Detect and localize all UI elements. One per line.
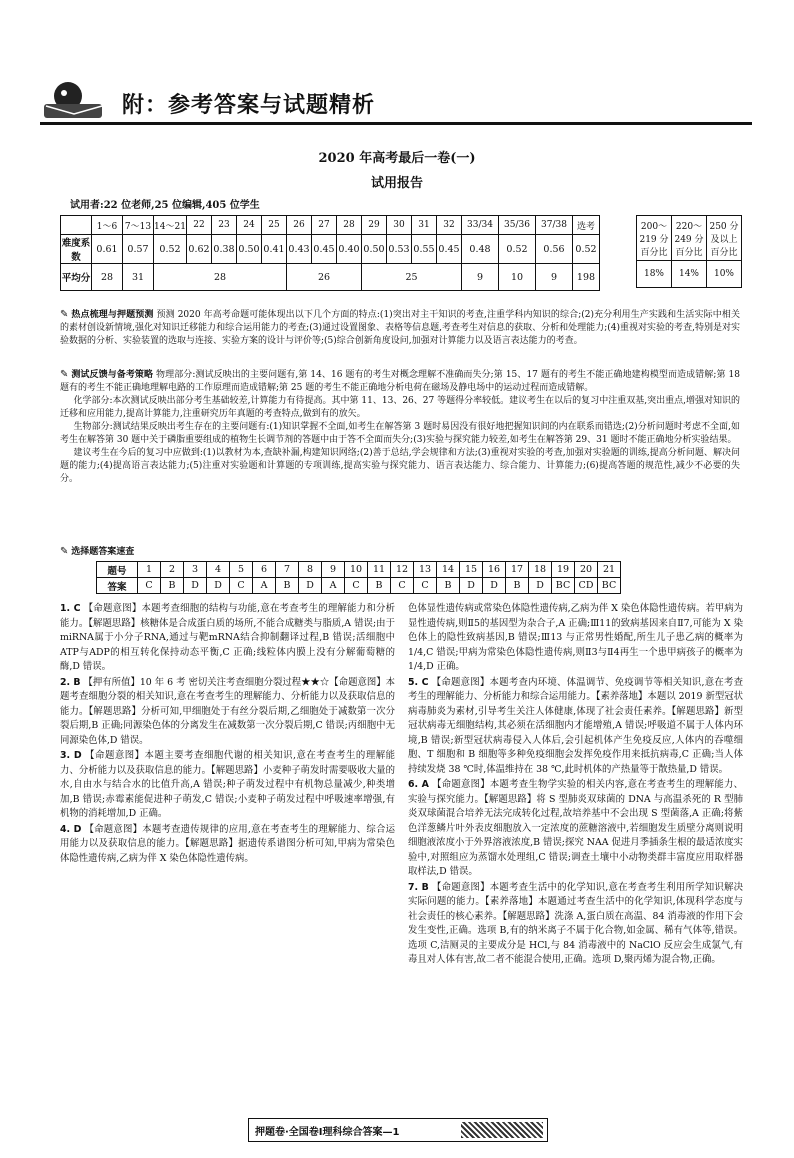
answer-number: 1 [138,562,161,578]
feedback-section [60,368,740,486]
feedback-label: 测试反馈与备考策略 [71,370,154,380]
feedback-chemistry: 化学部分:本次测试反映出部分考生基础较差,计算能力有待提高。其中第 11、13、26、27 等题得分率较低。建议考生在以后的复习中注重双基,突出重点,增强对知识的迁移和应用能力,提高计算能力,注重研究历年真题的考查特点,做到有的放矢。 [60,396,740,419]
item-text: 【命题意图】本题考查生活中的化学知识,意在考查考生利用所学知识解决实际问题的能力。【素养落地】本题通过考查生活中的化学知识,体现科学态度与社会责任的核心素养。【解题思路】洗涤 A,蛋白质在高温、84 消毒液的作用下会发生变性,正确。选项 B,有的纳米离子不属于化合物,如金属、稀有气体等,错误。选项 C,洁厕灵的主要成分是 HCl,与 84 消毒液中的 NaClO 反应会生成氯气,有毒且对人体有害,故二者不能混合使用,正确。选项 D,聚丙烯为混合物,正确。 [408,881,743,965]
table-cell: 0.38 [212,235,237,264]
table-cell: 9 [536,264,573,291]
item-number: 6. A [408,779,429,790]
table-cell: 0.52 [154,235,187,264]
score-distribution-box [636,215,742,288]
item-number: 4. D [60,823,82,835]
item-text: 【押有所值】10 年 6 考 密切关注考查细胞分裂过程★★☆【命题意图】本题考查细胞分裂的相关知识,意在考查考生的理解能力、分析能力以及获取信息的能力。【解题思路】分析可知,甲细胞处于有丝分裂后期,乙细胞处于减数第一次分裂后期,B 正确;同源染色体的分离发生在减数第一次分裂后期,C 错误;丙细胞中无同源染色体,D 错误。 [60,676,395,746]
answers-row-label: 题号 [97,562,138,578]
answer-value: D [207,578,230,594]
pen-icon: ✎ [60,369,69,380]
answer-number: 17 [506,562,529,578]
answer-value: B [368,578,391,594]
exam-title: 2020 年高考最后一卷(一) [318,151,476,166]
explanation-item [60,676,395,749]
answer-value: D [299,578,322,594]
report-table [60,215,600,291]
row-label: 平均分 [61,264,92,291]
answer-value: C [345,578,368,594]
table-cell: 0.43 [287,235,312,264]
explanations-right-column [408,602,743,969]
col-header: 7～13 [123,216,154,235]
explanation-item [60,823,395,867]
item-text: 色体显性遗传病或常染色体隐性遗传病,乙病为伴 X 染色体隐性遗传病。若甲病为显性遗传病,则Ⅱ5的基因型为杂合子,A 正确;Ⅲ11的致病基因来自Ⅱ7,可能为 X 染色体上的隐性致病基因,B 错误;Ⅲ13 与正常男性婚配,所生儿子患乙病的概率为 1/4,C 错误;甲病为常染色体隐性遗传病,则Ⅱ3与Ⅱ4再生一个患甲病孩子的概率为 1/4,D 正确。 [408,603,743,672]
col-header: 30 [387,216,412,235]
table-cell: 0.40 [337,235,362,264]
row-label: 难度系数 [61,235,92,264]
col-header: 35/36 [499,216,536,235]
col-header: 32 [437,216,462,235]
col-header: 选考 [573,216,600,235]
answer-value: B [161,578,184,594]
pen-icon: ✎ [60,309,69,320]
report-header-row [61,216,600,235]
col-header: 22 [187,216,212,235]
average-row [61,264,600,291]
dist-header: 220～249 分百分比 [672,216,707,261]
item-text: 【命题意图】本题主要考查细胞代谢的相关知识,意在考查考生的理解能力、分析能力以及获取信息的能力。【解题思路】小麦种子萌发时需要吸收大量的水,自由水与结合水的比值升高,A 错误;种子萌发过程中有机物总量减少,种类增加,B 错误;赤霉素能促进种子萌发,C 错误;小麦种子萌发过程中呼吸速率增强,有机物的消耗增加,D 正确。 [60,750,395,819]
answer-number: 12 [391,562,414,578]
item-number: 2. B [60,676,81,688]
answer-number: 13 [414,562,437,578]
page-footer [248,1118,548,1142]
answer-number: 8 [299,562,322,578]
item-text: 【命题意图】本题考查生物学实验的相关内容,意在考查考生的理解能力、实验与探究能力。【解题思路】将 S 型肺炎双球菌的 DNA 与高温杀死的 R 型肺炎双球菌混合培养无法完成转化过程,故培养基中不会出现 S 型菌落,A 正确;将紫色洋葱鳞片叶外表皮细胞放入一定浓度的蔗糖溶液中,若细胞发生质壁分离则说明细胞液浓度小于外界溶液浓度,B 错误;探究 NAA 促进月季插条生根的最适浓度实验中,对照组应为蒸馏水处理组,C 错误;调查土壤中小动物类群丰富度应用取样器取样法,D 错误。 [408,779,744,877]
users-line: 试用者:22 位老师,25 位编辑,405 位学生 [70,200,260,211]
answers-number-row [97,562,621,578]
table-cell: 9 [462,264,499,291]
col-header: 14～21 [154,216,187,235]
hot-topic-text: 预测 2020 年高考命题可能体现出以下几个方面的特点:(1)突出对主干知识的考查,注重学科内知识的综合;(2)充分利用生产实践和生活实际中相关的素材创设新情境,强化对知识迁移能力和综合运用能力的考查;(3)通过设置图象、表格等信息题,考查考生对信息的获取、分析和处理能力;(4)重视对实验的考查,特别是对实验数据的分析、实验装置的选取与连接、实验方案的设计与评价等;(5)综合创新角度设问,加强对计算能力以及语言表达能力的考查。 [60,310,740,346]
answer-value: B [276,578,299,594]
answer-number: 15 [460,562,483,578]
table-cell: 0.48 [462,235,499,264]
dist-value: 10% [707,261,742,288]
answers-heading [60,545,740,559]
answer-number: 11 [368,562,391,578]
header-rule [40,122,752,125]
dist-header: 200～219 分百分比 [637,216,672,261]
col-header: 1～6 [92,216,123,235]
col-header: 33/34 [462,216,499,235]
explanation-item [60,602,395,675]
table-cell: 0.52 [573,235,600,264]
answer-value: BC [598,578,621,594]
explanation-item [408,881,743,968]
difficulty-row [61,235,600,264]
footer-text: 押题卷·全国卷Ⅰ理科综合答案—1 [255,1127,400,1138]
table-cell: 198 [573,264,600,291]
hot-topic-section [60,308,740,348]
table-cell: 28 [154,264,287,291]
answer-value: CD [575,578,598,594]
item-text: 【命题意图】本题考查遗传规律的应用,意在考查考生的理解能力、综合运用能力以及获取信息的能力。【解题思路】据遗传系谱图分析可知,甲病为常染色体隐性遗传病,乙病为伴 X 染色体隐性遗传病。 [60,823,396,864]
table-cell: 10 [499,264,536,291]
col-header: 24 [237,216,262,235]
col-header: 31 [412,216,437,235]
table-cell: 0.50 [362,235,387,264]
item-number: 5. C [408,676,429,688]
table-cell: 0.50 [237,235,262,264]
reader-logo-icon [40,74,110,122]
feedback-physics: 物理部分:测试反映出的主要问题有,第 14、16 题有的考生对概念理解不准确而失分;第 15、17 题有的考生不能正确地建构模型而造成错解;第 18 题有的考生不能正确地理解电路的工作原理而造成错解;第 25 题的考生不能正确地分析电荷在磁场及静电场中的运动过程而造成错解。 [60,370,740,393]
table-cell: 0.55 [412,235,437,264]
answer-number: 14 [437,562,460,578]
col-header: 23 [212,216,237,235]
col-header: 29 [362,216,387,235]
table-cell: 0.56 [536,235,573,264]
item-text: 【命题意图】本题考查细胞的结构与功能,意在考查考生的理解能力和分析能力。【解题思路】核糖体是合成蛋白质的场所,不能合成糖类与脂质,A 错误;由于miRNA属于小分子RNA,通过与靶mRNA结合抑制翻译过程,B 错误;活细胞中ATP与ADP的相互转化保持动态平衡,C 正确;线粒体内膜上没有分解葡萄糖的酶,D 错误。 [60,603,396,672]
table-cell: 0.45 [312,235,337,264]
feedback-suggestions: 建议考生在今后的复习中应做到:(1)以教材为本,查缺补漏,构建知识网络;(2)善于总结,学会规律和方法;(3)重视对实验的考查,加强对实验题的训练,提高分析问题、解决问题的能力;(4)提高语言表达能力;(5)注重对实验题和计算题的专项训练,提高实验与探究能力、语言表达能力、综合能力、计算能力;(6)提高答题的规范性,减少不必要的失分。 [60,448,740,484]
answer-number: 9 [322,562,345,578]
answer-number: 6 [253,562,276,578]
answer-number: 5 [230,562,253,578]
report-title: 试用报告 [370,176,423,191]
answer-value: D [460,578,483,594]
explanation-item [60,749,395,822]
explanations-left-column [60,602,395,867]
answer-number: 3 [184,562,207,578]
answers-label: 选择题答案速查 [71,547,135,557]
table-cell: 31 [123,264,154,291]
explanation-item [408,676,743,778]
answer-value: C [414,578,437,594]
answer-number: 16 [483,562,506,578]
answers-table [96,561,621,594]
answer-value: D [184,578,207,594]
answer-number: 7 [276,562,299,578]
table-cell: 0.41 [262,235,287,264]
explanation-item [408,602,743,675]
answer-value: C [230,578,253,594]
answer-number: 2 [161,562,184,578]
dist-value: 14% [672,261,707,288]
dist-value: 18% [637,261,672,288]
answer-number: 20 [575,562,598,578]
answer-value: B [437,578,460,594]
col-header: 26 [287,216,312,235]
answers-value-row [97,578,621,594]
answer-value: C [138,578,161,594]
answer-number: 21 [598,562,621,578]
table-cell: 0.53 [387,235,412,264]
col-header: 28 [337,216,362,235]
table-cell: 25 [362,264,462,291]
answer-number: 18 [529,562,552,578]
answer-value: B [506,578,529,594]
hot-topic-label: 热点梳理与押题预测 [71,310,154,320]
header-title: 附：参考答案与试题精析 [122,93,376,118]
table-cell: 0.45 [437,235,462,264]
item-number: 3. D [60,750,82,761]
answer-value: A [253,578,276,594]
feedback-biology: 生物部分:测试结果反映出考生存在的主要问题有:(1)知识掌握不全面,如考生在解答第 3 题时易因没有很好地把握知识间的内在联系而错选;(2)分析问题时考虑不全面,如考生在解答第 30 题中关于磷脂重要组成的植物生长调节剂的答题中由于答不全面而失分;(3)实验与探究能力较差,如考生在解答第 29、31 题时不能正确地分析实验结果。 [60,422,740,445]
col-header: 25 [262,216,287,235]
table-cell: 0.62 [187,235,212,264]
item-number: 1. C [60,603,81,614]
page-header [40,70,752,130]
table-cell: 0.52 [499,235,536,264]
answer-value: C [391,578,414,594]
footer-pattern [461,1122,543,1138]
answer-number: 4 [207,562,230,578]
table-cell: 0.61 [92,235,123,264]
pen-icon: ✎ [60,546,69,557]
col-header: 27 [312,216,337,235]
table-cell: 0.57 [123,235,154,264]
answer-value: D [483,578,506,594]
answer-value: A [322,578,345,594]
table-cell: 28 [92,264,123,291]
item-text: 【命题意图】本题考查内环境、体温调节、免疫调节等相关知识,意在考查考生的理解能力、分析能力和综合运用能力。【素养落地】本题以 2019 新型冠状病毒肺炎为素材,引导考生关注人体健康,体现了社会责任素养。【解题思路】新型冠状病毒无细胞结构,其必须在活细胞内才能增殖,A 错误;呼吸道不属于人体内环境,B 错误;新型冠状病毒侵入人体后,会引起机体产生免疫反应,人体内的吞噬细胞、T 细胞和 B 细胞等多种免疫细胞会发挥免疫作用来抵抗病毒,C 正确;当人体持续发烧 38 ℃时,体温维持在 38 ℃,此时机体的产热量等于散热量,D 错误。 [408,676,744,775]
table-cell: 26 [287,264,362,291]
item-number: 7. B [408,881,429,893]
answers-row-label: 答案 [97,578,138,594]
col-header: 37/38 [536,216,573,235]
dist-header: 250 分及以上百分比 [707,216,742,261]
answer-number: 19 [552,562,575,578]
answer-value: D [529,578,552,594]
explanation-item [408,778,743,880]
answer-value: BC [552,578,575,594]
answer-number: 10 [345,562,368,578]
